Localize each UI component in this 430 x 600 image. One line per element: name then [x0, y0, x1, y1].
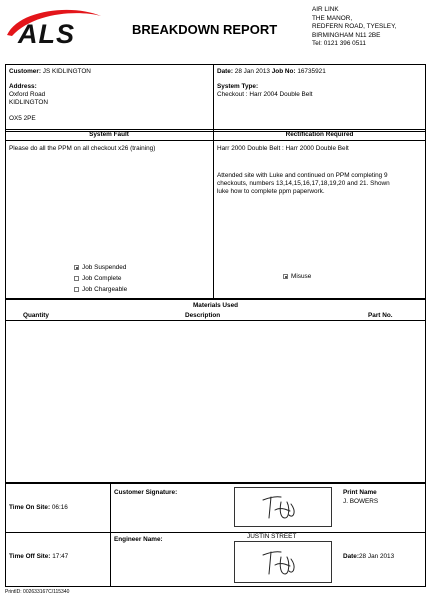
- checkbox-icon: [74, 276, 79, 281]
- job-suspended-label: Job Suspended: [82, 264, 127, 271]
- divider: [5, 140, 426, 141]
- logo-text: ALS: [18, 19, 75, 46]
- misuse-label: Misuse: [291, 273, 312, 280]
- divider: [5, 320, 426, 321]
- company-line: AIR LINK: [312, 6, 339, 13]
- system-type-label: System Type:: [217, 83, 259, 90]
- company-line: REDFERN ROAD, TYESLEY,: [312, 23, 397, 31]
- address-line: OX5 2PE: [9, 115, 36, 122]
- date-label: Date:: [217, 68, 233, 75]
- print-name-value: J. BOWERS: [343, 498, 379, 505]
- system-type-value: Checkout : Harr 2004 Double Belt: [217, 91, 313, 98]
- job-chargeable-label: Job Chargeable: [82, 286, 128, 293]
- date-job-field: [217, 68, 326, 76]
- rectification-line: Harr 2000 Double Belt : Harr 2000 Double Belt: [217, 145, 349, 152]
- divider: [5, 532, 426, 533]
- rectification-header: Rectification Required: [285, 131, 354, 138]
- rectification-body-line: checkouts, numbers 13,14,15,16,17,18,19,20 and 21. Shown: [217, 180, 390, 187]
- time-on-value: 06:16: [51, 504, 68, 511]
- job-no-label: Job No:: [271, 68, 296, 75]
- misuse-checkbox[interactable]: [283, 273, 311, 281]
- materials-header: Materials Used: [192, 302, 239, 309]
- checkbox-icon: [74, 265, 79, 270]
- address-lines: [9, 91, 48, 123]
- job-chargeable-checkbox[interactable]: [74, 286, 127, 294]
- sign-date: [343, 553, 394, 561]
- system-fault-header: System Fault: [89, 131, 129, 138]
- divider: [110, 483, 111, 587]
- date-value: 28 Jan 2013: [234, 68, 270, 75]
- fault-box: [5, 129, 426, 299]
- time-off-value: 17:47: [52, 553, 69, 560]
- als-logo: [4, 6, 104, 46]
- address-label: Address:: [9, 83, 37, 90]
- company-line: BIRMINGHAM N11 2BE: [312, 31, 381, 39]
- divider: [213, 64, 214, 132]
- job-suspended-checkbox[interactable]: [74, 264, 126, 272]
- customer-label: Customer:: [9, 68, 41, 75]
- rectification-body-line: luke how to complete ppm paperwork.: [217, 188, 325, 195]
- rectification-body: [217, 172, 390, 196]
- job-no-value: 16735921: [297, 68, 326, 75]
- engineer-name-label: Engineer Name:: [114, 536, 163, 543]
- company-line: THE MANOR,: [312, 14, 353, 22]
- materials-box: [5, 299, 426, 483]
- company-address: [312, 6, 396, 49]
- signature-scribble: [235, 488, 331, 526]
- customer-name: JS KIDLINGTON: [42, 68, 91, 75]
- column-description: Description: [185, 312, 221, 319]
- sign-date-label: Date:: [343, 553, 359, 560]
- engineer-signature-image: [234, 541, 332, 583]
- column-quantity: Quantity: [23, 312, 49, 319]
- checkbox-icon: [74, 287, 79, 292]
- time-on-site: [9, 504, 68, 512]
- customer-signature-label: Customer Signature:: [114, 489, 178, 496]
- engineer-name-value: JUSTIN STREET: [247, 533, 297, 540]
- column-part-no: Part No.: [368, 312, 393, 319]
- address-line: KIDLINGTON: [9, 99, 48, 106]
- report-title: BREAKDOWN REPORT: [132, 22, 278, 37]
- sign-date-value: 28 Jan 2013: [358, 553, 395, 560]
- address-line: [9, 107, 48, 115]
- time-on-label: Time On Site:: [9, 504, 51, 511]
- checkbox-icon: [283, 274, 288, 279]
- time-off-site: [9, 553, 68, 561]
- print-id: PrintID: 002633167C/115340: [5, 589, 70, 595]
- rectification-body-line: Attended site with Luke and continued on PPM completing 9: [217, 172, 388, 179]
- print-name-label: Print Name: [343, 489, 377, 496]
- customer-field: [9, 68, 91, 76]
- company-line: Tel: 0121 396 0511: [312, 40, 366, 48]
- job-complete-checkbox[interactable]: [74, 275, 121, 283]
- address-line: Oxford Road: [9, 91, 46, 98]
- customer-signature-image: [234, 487, 332, 527]
- system-fault-text: Please do all the PPM on all checkout x26 (training): [9, 145, 156, 152]
- job-complete-label: Job Complete: [82, 275, 122, 282]
- time-off-label: Time Off Site:: [9, 553, 51, 560]
- signature-scribble: [235, 542, 331, 582]
- divider: [213, 129, 214, 299]
